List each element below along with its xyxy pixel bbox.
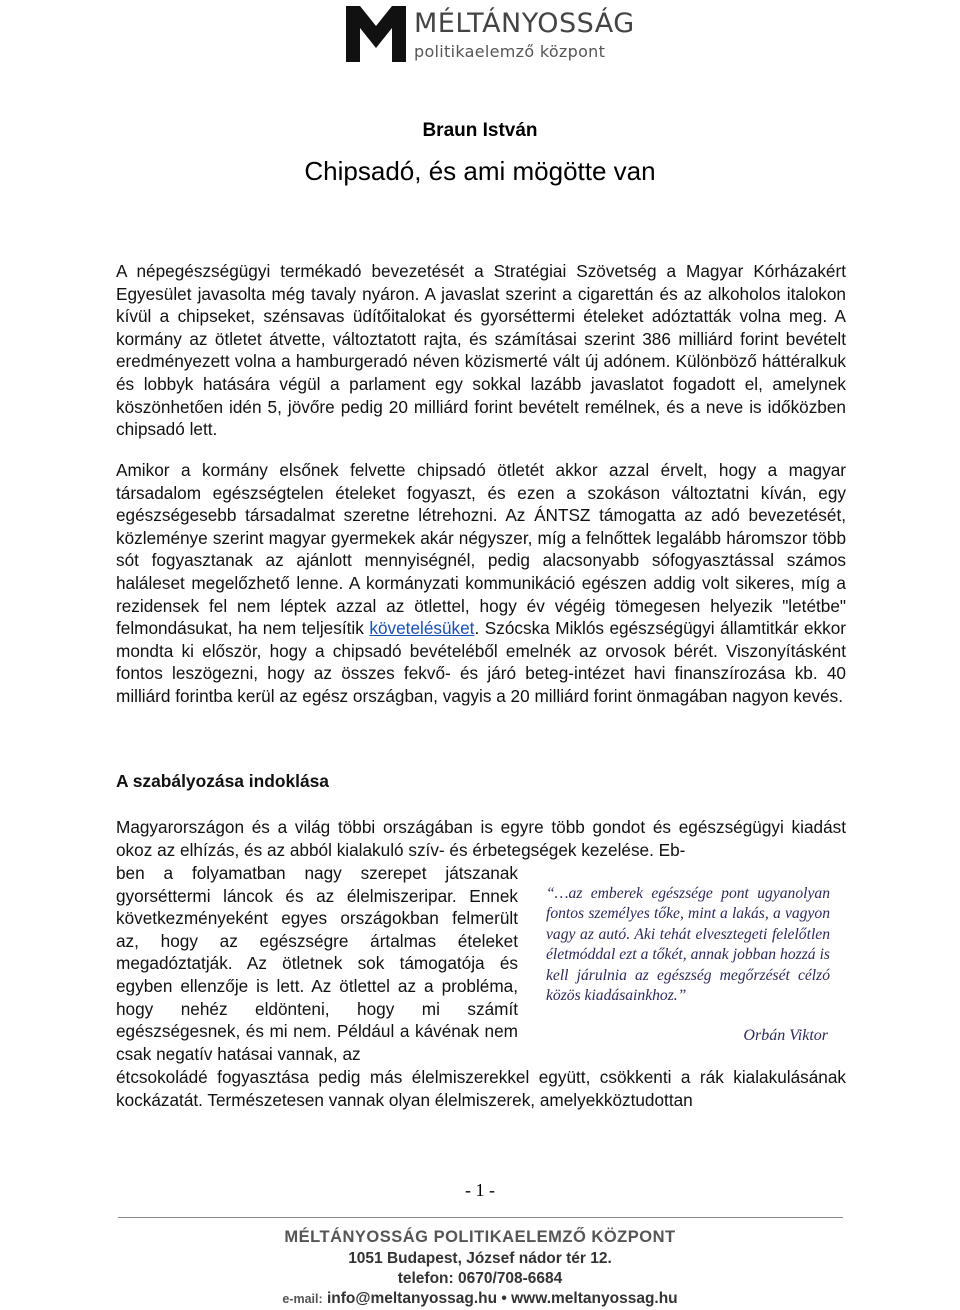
- demands-link[interactable]: követelésüket: [369, 618, 475, 639]
- logo-name: MÉLTÁNYOSSÁG: [414, 8, 635, 39]
- logo-subtitle: politikaelemző központ: [414, 42, 606, 61]
- section-heading: A szabályozása indoklása: [116, 771, 329, 791]
- paragraph-2-text-a: Amikor a kormány elsőnek felvette chipsadó ötletét akkor azzal érvelt, hogy a magyar társadalom egészségtelen ételeket fogyaszt, és ezen a szokáson változtatni kíván, egy egészségesebb társadalmat szeretne létrehozni. Az ÁNTSZ támogatta az adó bevezetését, közleménye szerint magyar gyermekek akár négyszer, míg a felnőttek legalább háromszor több sót fogyasztanak az ajánlott mennyiségnél, pedig alacsonyabb sófogyasztással számos haláleset megelőzhető lenne. A kormányzati kommunikáció egészen addig volt sikeres, míg a rezidensek fel nem léptek azzal az ötlettel, hogy év végéig tömegesen helyezik "letétbe" felmondásukat, ha nem teljesítik: [116, 460, 846, 639]
- author: Braun István: [422, 120, 538, 141]
- paragraph-2-text-b: . Szócska Miklós egészségügyi államtitkár ekkor mondta ki először, hogy a chipsadó bevételéből emelnék az orvosok bérét. Viszonyításként fontos leszögezni, hogy az összes fekvő- és járó beteg-intézet havi finanszírozása kb. 40 milliárd forintba kerül az egész országban, vagyis a 20 milliárd forint önmagában nagyon kevés.: [116, 618, 847, 706]
- footer-organization: MÉLTÁNYOSSÁG POLITIKAELEMZŐ KÖZPONT: [284, 1228, 676, 1246]
- paragraph-3-left-column: ben a folyamatban nagy szerepet játszanak gyorséttermi láncok és az élelmiszeripar. Ennek következményeként egyes országokban felmerült az, hogy az egészségre ártalmas ételeket megadóztatják. Az ötletnek sok támogatója és egyben ellenzője is lett. Az ötlettel az a probléma, hogy nehéz eldönteni, hogy mi számít egészségesnek, és mi nem. Például a kávénak nem csak negatív hatásai vannak, az: [116, 863, 518, 1064]
- paragraph-2: [116, 459, 846, 708]
- paragraph-3-intro: Magyarországon és a világ többi országában is egyre több gondot és egészségügyi kiadást okoz az elhízás, és az abból kialakuló szív- és érbetegségek kezelése. Eb-: [116, 817, 846, 860]
- footer-email-label: e-mail:: [282, 1292, 323, 1306]
- footer-phone: telefon: 0670/708-6684: [397, 1270, 563, 1287]
- footer-divider: [118, 1217, 843, 1218]
- pull-quote: “…az emberek egészsége pont ugyanolyan fontos személyes tőke, mint a lakás, a vagyon vagy az autó. Aki tehát elvesztegeti felelőtlen életmóddal ezt a tőkét, annak jobban hozzá is kell járulnia az egészség megőrzését célzó közös kiadásainkhoz.”: [546, 885, 830, 1005]
- article-title: Chipsadó, és ami mögötte van: [304, 156, 656, 186]
- paragraph-1: A népegészségügyi termékadó bevezetését a Stratégiai Szövetség a Magyar Kórházakért Egyesület javasolta még tavaly nyáron. A javaslat szerint a cigarettán és az alkoholos italokon kívül a chipseket, szénsavas üdítőitalokat és gyorséttermi ételeket adóztatták volna meg. A kormány az ötletet átvette, változtatott rajta, és számításai szerint 386 milliárd forint bevételt eredményezett volna a hamburgeradó néven közismerté vált új adónem. Különböző háttéralkuk és lobbyk hatására végül a parlament egy sokkal lazább javaslatot fogadott el, amelynek köszönhetően idén 5, jövőre pedig 20 milliárd forint bevételt remélnek, és a neve is időközben chipsadó lett.: [116, 261, 846, 440]
- paragraph-3-continued: étcsokoládé fogyasztása pedig más élelmiszerekkel együtt, csökkenti a rák kialakulásának kockázatát. Természetesen vannak olyan élelmiszerek, amelyekköztudottan: [116, 1067, 846, 1110]
- footer-address: 1051 Budapest, József nádor tér 12.: [348, 1250, 612, 1267]
- page-number: - 1 -: [465, 1180, 495, 1200]
- footer-contact: [0, 1290, 960, 1308]
- quote-author: Orbán Viktor: [743, 1027, 828, 1044]
- footer-email-web[interactable]: info@meltanyossag.hu • www.meltanyossag.hu: [326, 1290, 678, 1307]
- logo-mark-icon: [346, 6, 406, 62]
